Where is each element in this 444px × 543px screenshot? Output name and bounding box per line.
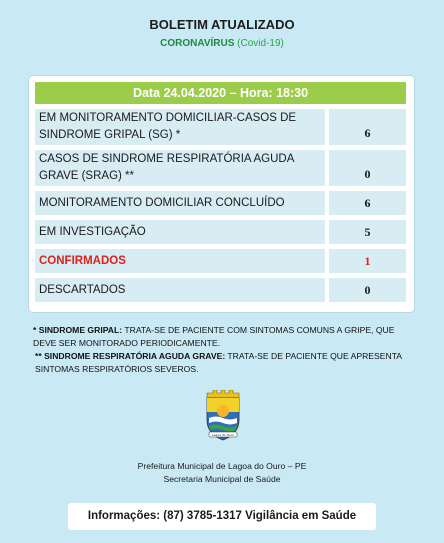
bulletin-panel bbox=[29, 76, 414, 312]
crest-text: Lagoa do Ouro bbox=[211, 433, 235, 437]
municipal-coat-of-arms-icon bbox=[203, 390, 243, 442]
row-label-srag: CASOS DE SINDROME RESPIRATÓRIA AGUDA GRAVE (SRAG) ** bbox=[35, 150, 325, 186]
footnote-srag-term: ** SINDROME RESPIRATÓRIA AGUDA GRAVE: bbox=[35, 351, 226, 361]
footnote-sg bbox=[33, 324, 413, 350]
row-label-investigacao: EM INVESTIGAÇÃO bbox=[35, 220, 325, 244]
subtitle-note: (Covid-19) bbox=[237, 38, 284, 49]
row-value-concluido: 6 bbox=[329, 191, 406, 215]
prefeitura-name: Prefeitura Municipal de Lagoa do Ouro – PE bbox=[137, 461, 307, 471]
row-value-confirmados: 1 bbox=[329, 249, 406, 273]
date-bar: Data 24.04.2020 – Hora: 18:30 bbox=[35, 82, 406, 104]
row-value-srag: 0 bbox=[329, 150, 406, 186]
row-label-monitoramento-sg: EM MONITORAMENTO DOMICILIAR-CASOS DE SINDROME GRIPAL (SG) * bbox=[35, 109, 325, 145]
subtitle-main: CORONAVÍRUS bbox=[160, 38, 235, 49]
footnote-sg-text: TRATA-SE DE PACIENTE COM SINTOMAS COMUNS A GRIPE, QUE DEVE SER MONITORADO PERIODICAMENTE. bbox=[33, 325, 395, 348]
footnote-sg-term: * SINDROME GRIPAL: bbox=[33, 325, 123, 335]
row-value-investigacao: 5 bbox=[329, 220, 406, 244]
row-label-confirmados: CONFIRMADOS bbox=[35, 249, 325, 273]
row-label-descartados: DESCARTADOS bbox=[35, 278, 325, 302]
footnotes bbox=[33, 324, 413, 376]
footnote-srag-text: TRATA-SE DE PACIENTE QUE APRESENTA SINTOMAS RESPIRATÓRIOS SEVEROS. bbox=[35, 351, 402, 374]
secretaria-name: Secretaria Municipal de Saúde bbox=[163, 474, 281, 484]
bulletin-title: BOLETIM ATUALIZADO bbox=[149, 17, 295, 32]
contact-info: Informações: (87) 3785-1317 Vigilância em Saúde bbox=[68, 503, 376, 530]
bulletin-subtitle bbox=[0, 38, 444, 49]
row-label-concluido: MONITORAMENTO DOMICILIAR CONCLUÍDO bbox=[35, 191, 325, 215]
row-value-monitoramento-sg: 6 bbox=[329, 109, 406, 145]
footer-credits bbox=[0, 460, 444, 486]
row-value-descartados: 0 bbox=[329, 278, 406, 302]
footnote-srag bbox=[33, 350, 413, 376]
